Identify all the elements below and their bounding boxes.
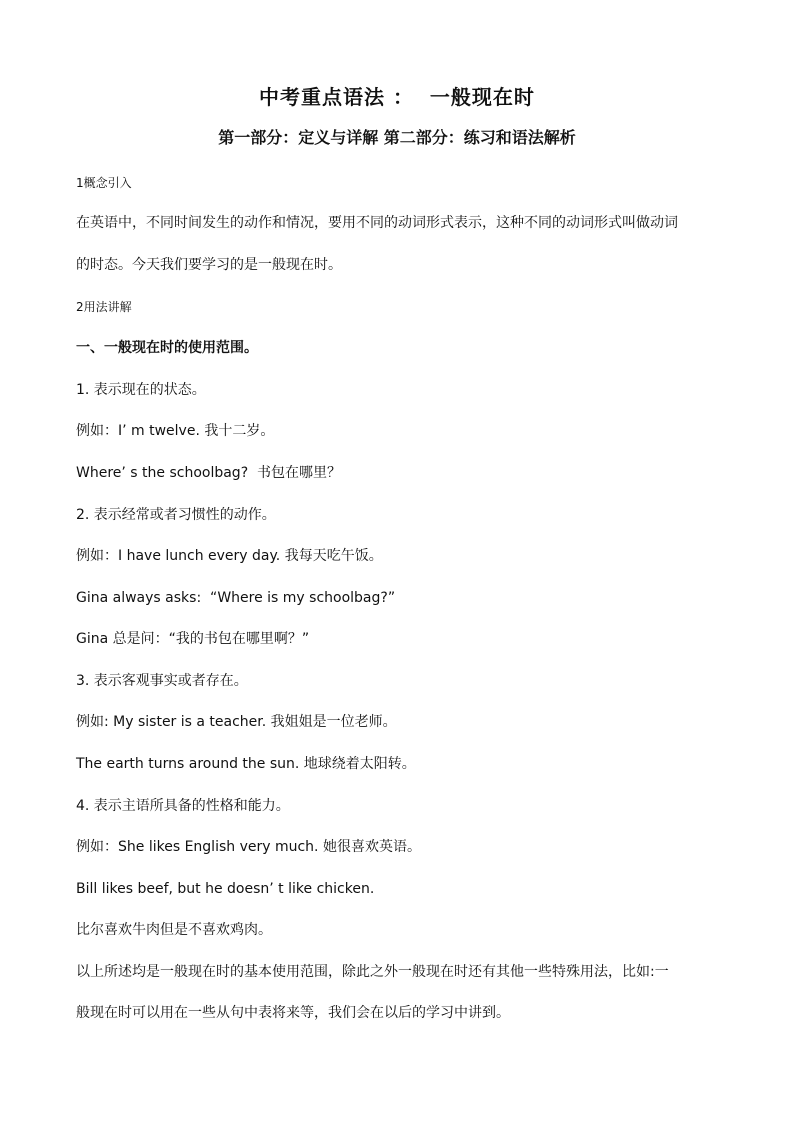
section-heading-usage: 2用法讲解 bbox=[76, 300, 132, 314]
document-title: 中考重点语法 ： 一般现在时 bbox=[259, 85, 535, 109]
paragraph-line: 在英语中，不同时间发生的动作和情况，要用不同的动词形式表示，这种不同的动词形式叫做动词 bbox=[76, 215, 678, 231]
example-line: Gina 总是问：“我的书包在哪里啊？” bbox=[76, 631, 310, 647]
example-line: Gina always asks: “Where is my schoolbag?” bbox=[76, 590, 396, 606]
example-line: Bill likes beef, but he doesn’ t like chicken. bbox=[76, 881, 375, 897]
summary-line: 般现在时可以用在一些从句中表将来等，我们会在以后的学习中讲到。 bbox=[76, 1005, 510, 1021]
example-line: 例如: My sister is a teacher. 我姐姐是一位老师。 bbox=[76, 714, 397, 730]
example-line: 例如：She likes English very much. 她很喜欢英语。 bbox=[76, 839, 421, 855]
example-line: 例如：I have lunch every day. 我每天吃午饭。 bbox=[76, 548, 383, 564]
example-line: Where’ s the schoolbag? 书包在哪里？ bbox=[76, 465, 342, 481]
example-line: The earth turns around the sun. 地球绕着太阳转。 bbox=[76, 756, 416, 772]
usage-item-3: 3. 表示客观事实或者存在。 bbox=[76, 673, 248, 689]
example-line: 比尔喜欢牛肉但是不喜欢鸡肉。 bbox=[76, 922, 272, 938]
usage-item-2: 2. 表示经常或者习惯性的动作。 bbox=[76, 507, 276, 523]
usage-range-heading: 一、一般现在时的使用范围。 bbox=[76, 340, 258, 356]
usage-item-4: 4. 表示主语所具备的性格和能力。 bbox=[76, 798, 290, 814]
document-subtitle: 第一部分：定义与详解 第二部分：练习和语法解析 bbox=[218, 128, 576, 147]
paragraph-line: 的时态。今天我们要学习的是一般现在时。 bbox=[76, 257, 342, 273]
example-line: 例如：I’ m twelve. 我十二岁。 bbox=[76, 423, 275, 439]
usage-item-1: 1. 表示现在的状态。 bbox=[76, 382, 206, 398]
section-heading-concept: 1概念引入 bbox=[76, 176, 132, 190]
summary-line: 以上所述均是一般现在时的基本使用范围，除此之外一般现在时还有其他一些特殊用法，比如:一 bbox=[76, 964, 669, 980]
